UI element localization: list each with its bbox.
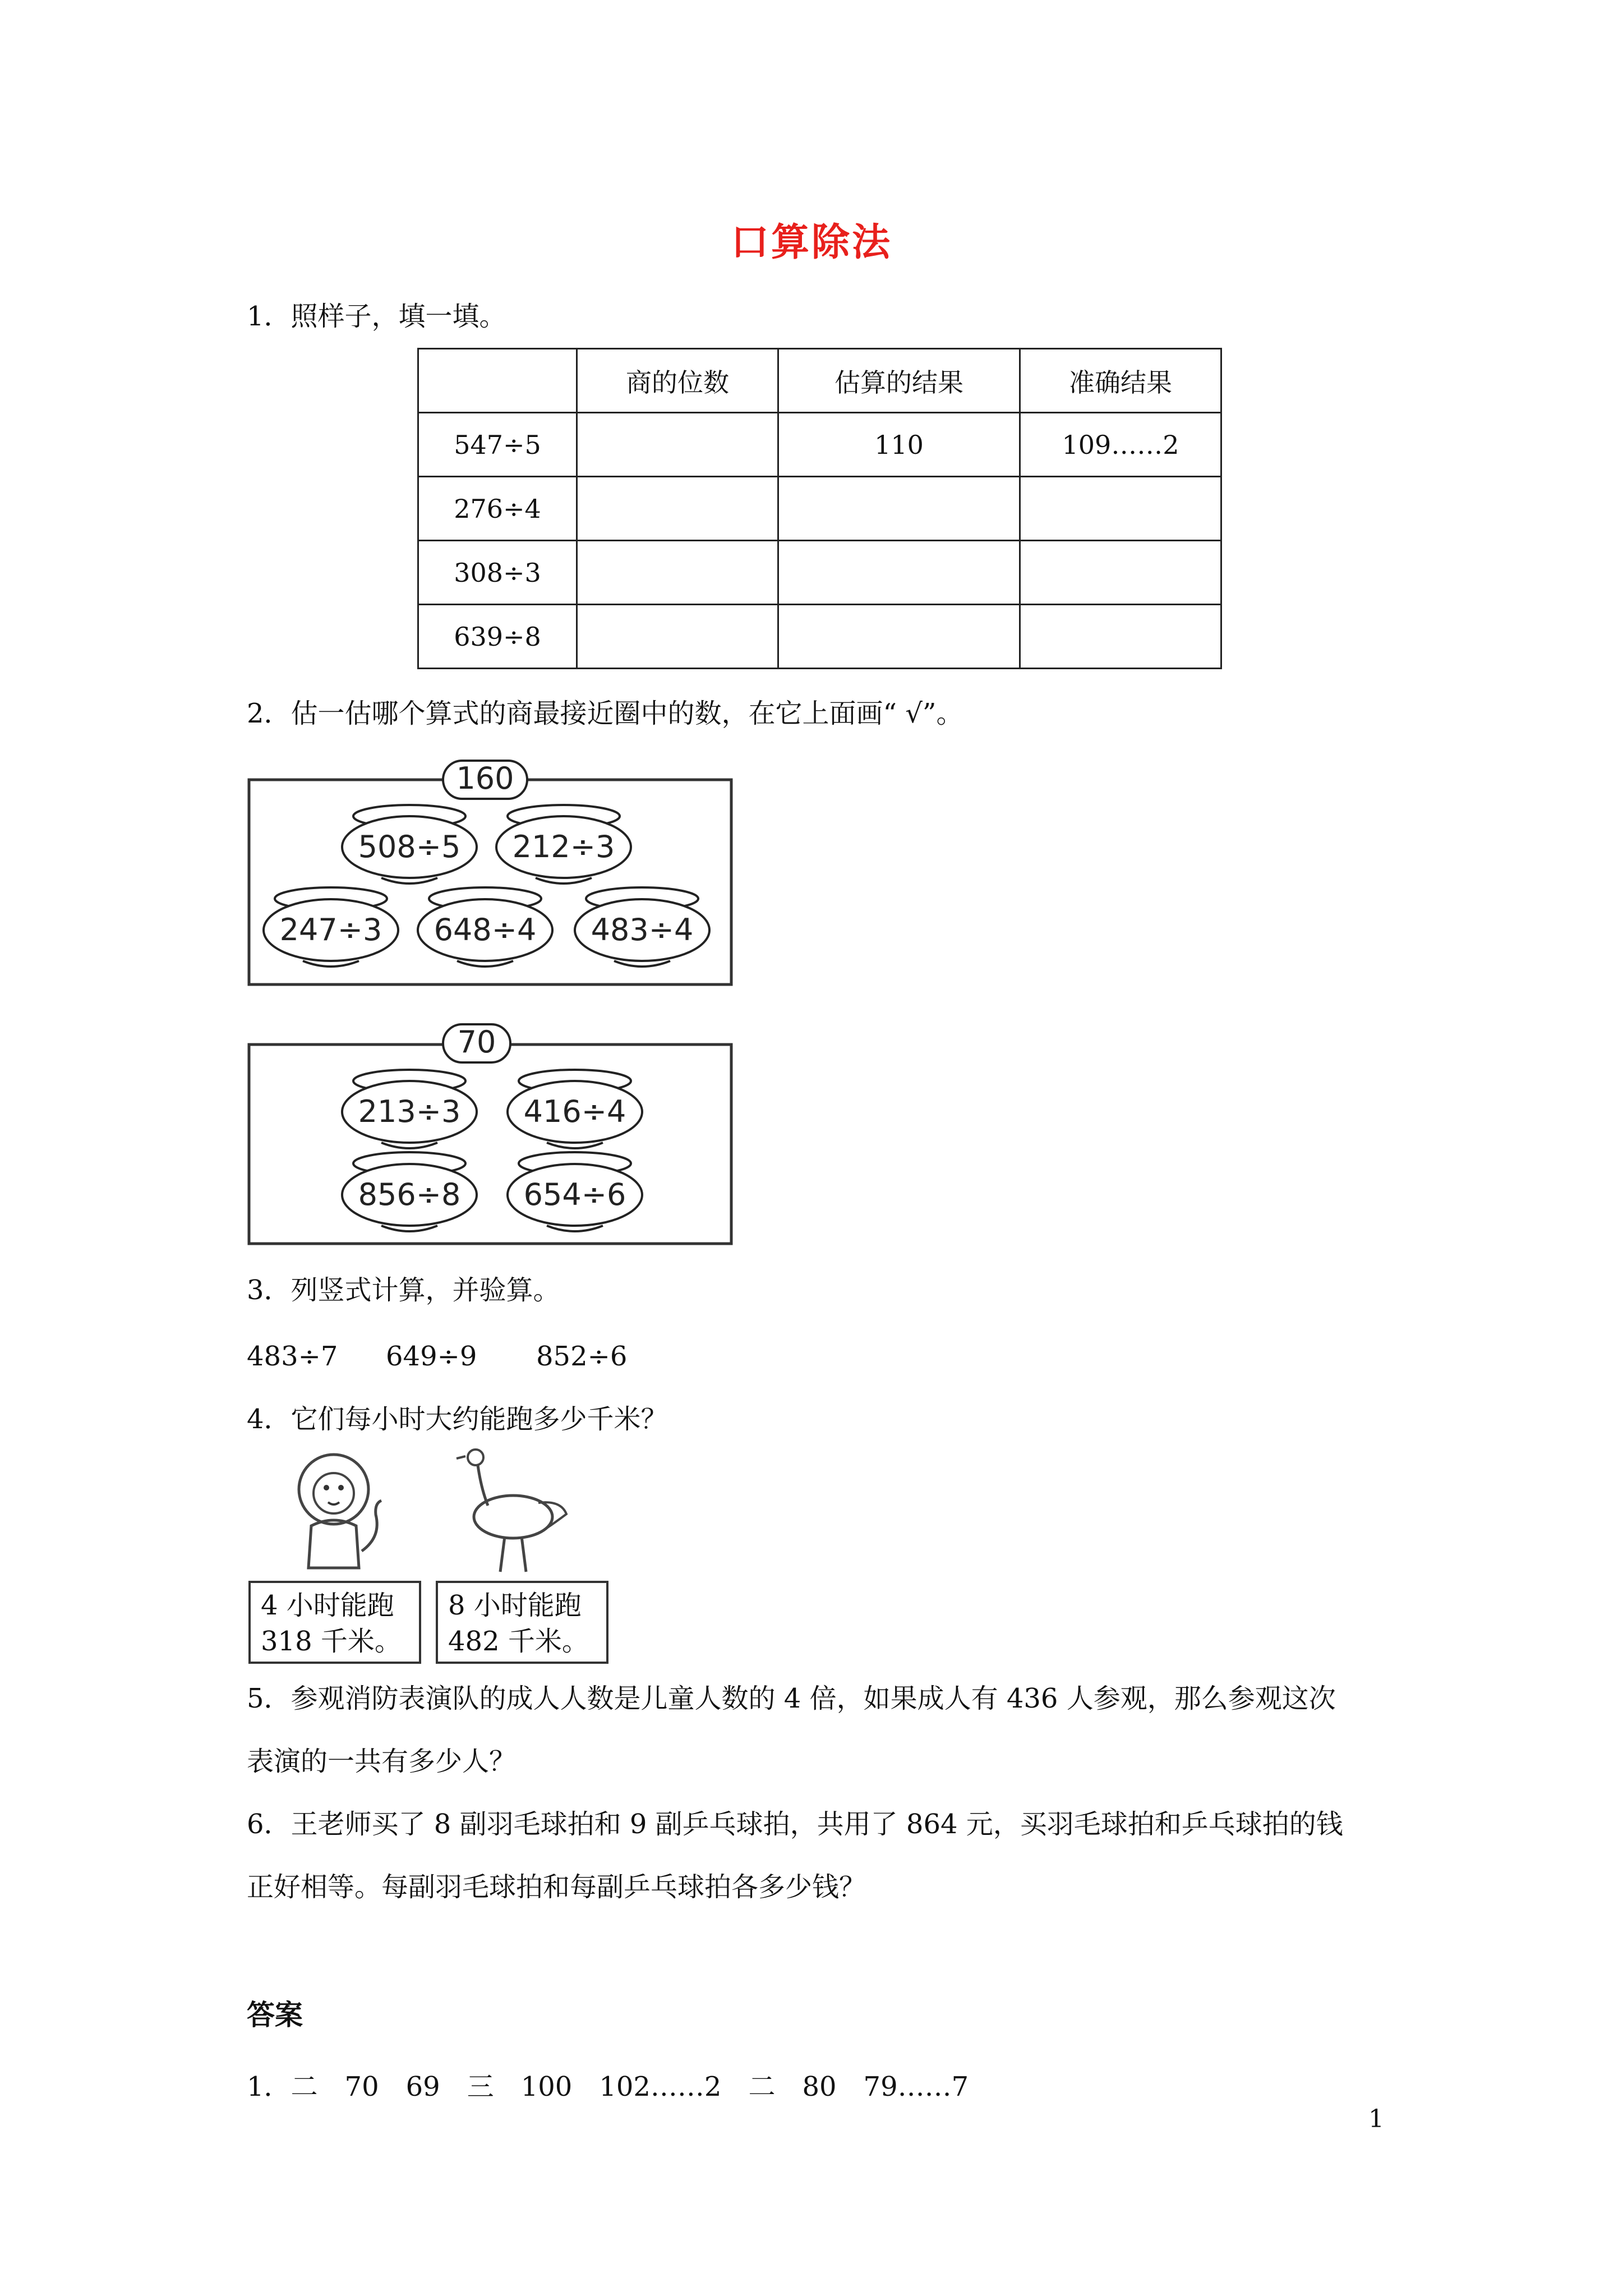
question-5-line-2: 表演的一共有多少人？ — [247, 1746, 517, 1777]
table-row — [418, 605, 1221, 669]
pot-856-div-8[interactable] — [342, 1152, 477, 1231]
table-cell: 639÷8 — [418, 605, 577, 669]
pot-508-div-5[interactable] — [342, 805, 477, 884]
pot-expression: 212÷3 — [512, 829, 615, 864]
page-number: 1 — [1368, 2105, 1384, 2133]
ostrich-info-box — [436, 1581, 608, 1664]
answers-line-1: 1．二 70 69 三 100 102……2 二 80 79……7 — [247, 2071, 969, 2102]
table-cell: 547÷5 — [418, 413, 577, 477]
question-5-line-1: 5．参观消防表演队的成人人数是儿童人数的 4 倍，如果成人有 436 人参观，那么参观这次 — [247, 1683, 1336, 1714]
pot-expression: 247÷3 — [279, 912, 382, 947]
table-cell[interactable] — [778, 541, 1020, 605]
table-cell: 308÷3 — [418, 541, 577, 605]
table-cell[interactable] — [577, 477, 778, 541]
pot-213-div-3[interactable] — [342, 1070, 477, 1148]
division-item: 852÷6 — [536, 1341, 628, 1372]
table-cell: 276÷4 — [418, 477, 577, 541]
question-6-line-1: 6．王老师买了 8 副羽毛球拍和 9 副乒乓球拍，共用了 864 元，买羽毛球拍和乒乓球拍的钱 — [247, 1809, 1343, 1840]
answers-heading: 答案 — [247, 1998, 303, 2031]
lion-info-box — [248, 1581, 421, 1664]
pot-expression: 654÷6 — [523, 1177, 626, 1212]
target-number: 160 — [456, 761, 514, 796]
question-6-line-2: 正好相等。每副羽毛球拍和每副乒乓球拍各多少钱？ — [247, 1871, 866, 1903]
table-cell[interactable] — [1020, 477, 1221, 541]
pot-expression: 508÷5 — [358, 829, 461, 864]
table-cell[interactable] — [1020, 541, 1221, 605]
pot-483-div-4[interactable] — [575, 887, 709, 967]
pot-expression: 856÷8 — [358, 1177, 461, 1212]
pot-expression: 416÷4 — [523, 1094, 626, 1129]
pots-figure-160 — [247, 752, 735, 987]
ostrich-illustration — [449, 1444, 578, 1576]
pot-654-div-6[interactable] — [508, 1152, 642, 1231]
lion-info-line-1: 4 小时能跑 — [261, 1590, 394, 1621]
lion-illustration — [280, 1447, 404, 1576]
pot-648-div-4[interactable] — [418, 887, 552, 967]
pot-expression: 483÷4 — [591, 912, 694, 947]
division-item: 649÷9 — [386, 1341, 477, 1372]
table-cell[interactable] — [778, 605, 1020, 669]
table-cell: 109……2 — [1020, 413, 1221, 477]
table-row — [418, 413, 1221, 477]
table-cell[interactable] — [1020, 605, 1221, 669]
pots-figure-70 — [247, 1016, 735, 1246]
question-1-prompt: 1．照样子，填一填。 — [247, 301, 506, 332]
question-3-prompt: 3．列竖式计算，并验算。 — [247, 1274, 560, 1306]
target-number: 70 — [457, 1024, 496, 1060]
table-header-cell: 估算的结果 — [778, 349, 1020, 413]
table-cell[interactable] — [577, 605, 778, 669]
table-cell: 110 — [778, 413, 1020, 477]
ostrich-info-line-2: 482 千米。 — [448, 1626, 589, 1657]
division-item: 483÷7 — [247, 1341, 338, 1372]
ostrich-info-line-1: 8 小时能跑 — [448, 1590, 582, 1621]
pot-212-div-3[interactable] — [496, 805, 631, 884]
table-row — [418, 541, 1221, 605]
figure-frame — [249, 1045, 731, 1244]
table-cell[interactable] — [577, 413, 778, 477]
pot-416-div-4[interactable] — [508, 1070, 642, 1148]
table-header-cell: 商的位数 — [577, 349, 778, 413]
table-cell[interactable] — [577, 541, 778, 605]
page-title: 口算除法 — [730, 220, 892, 265]
estimation-table — [417, 348, 1222, 669]
pot-expression: 213÷3 — [358, 1094, 461, 1129]
table-cell[interactable] — [778, 477, 1020, 541]
table-row — [418, 477, 1221, 541]
pot-expression: 648÷4 — [434, 912, 537, 947]
table-header-cell: 准确结果 — [1020, 349, 1221, 413]
question-2-prompt: 2．估一估哪个算式的商最接近圈中的数，在它上面画“ √”。 — [247, 698, 963, 729]
pot-247-div-3[interactable] — [264, 887, 398, 967]
question-4-prompt: 4．它们每小时大约能跑多少千米？ — [247, 1404, 668, 1435]
table-header-row — [418, 349, 1221, 413]
table-header-cell — [418, 349, 577, 413]
lion-info-line-2: 318 千米。 — [261, 1626, 402, 1657]
